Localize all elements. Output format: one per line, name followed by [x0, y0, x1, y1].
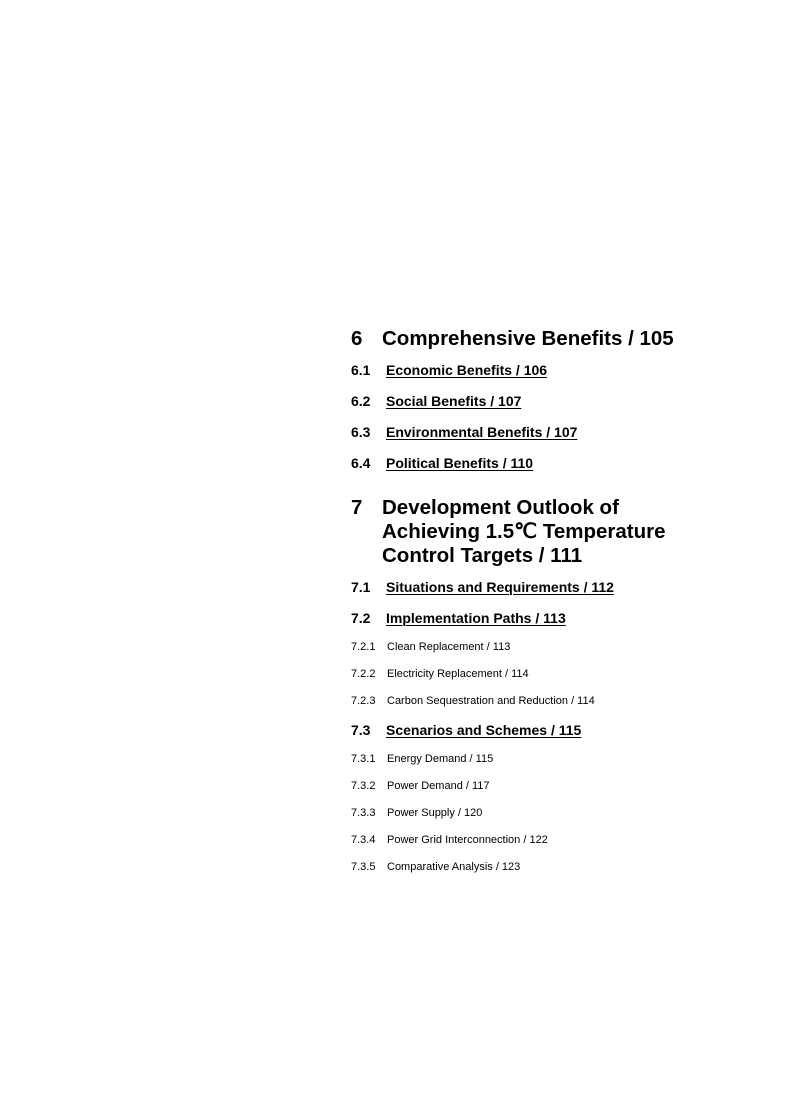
- section-7-3[interactable]: [351, 721, 771, 739]
- subsection-number: 7.2.1: [351, 641, 376, 653]
- subsection-7-2-3[interactable]: [351, 694, 771, 708]
- subsection-title: Clean Replacement / 113: [387, 641, 511, 653]
- chapter-title: Comprehensive Benefits / 105: [382, 327, 674, 350]
- subsection-7-3-2[interactable]: [351, 779, 771, 793]
- subsection-number: 7.3.1: [351, 753, 376, 765]
- section-title: Political Benefits / 110: [386, 455, 534, 471]
- subsection-title: Electricity Replacement / 114: [387, 668, 529, 680]
- chapter-title: [382, 496, 771, 568]
- chapter-number: 6: [351, 327, 363, 350]
- chapter-title-line: Achieving 1.5℃ Temperature: [382, 520, 666, 543]
- chapter-6-heading[interactable]: [351, 327, 771, 351]
- section-number: 6.3: [351, 424, 371, 440]
- subsection-title: Carbon Sequestration and Reduction / 114: [387, 695, 595, 707]
- chapter-title-line: Development Outlook of: [382, 496, 619, 519]
- section-title: Social Benefits / 107: [386, 393, 522, 409]
- section-6-4[interactable]: [351, 454, 771, 472]
- subsection-title: Energy Demand / 115: [387, 753, 494, 765]
- chapter-7-heading[interactable]: [351, 496, 771, 568]
- section-number: 6.2: [351, 393, 371, 409]
- subsection-7-2-1[interactable]: [351, 640, 771, 654]
- subsection-7-3-3[interactable]: [351, 806, 771, 820]
- section-6-2[interactable]: [351, 392, 771, 410]
- subsection-number: 7.3.2: [351, 780, 376, 792]
- chapter-title-line: Control Targets / 111: [382, 544, 583, 567]
- subsection-title: Power Supply / 120: [387, 807, 483, 819]
- subsection-number: 7.3.3: [351, 807, 376, 819]
- section-title: Economic Benefits / 106: [386, 362, 548, 378]
- section-6-1[interactable]: [351, 361, 771, 379]
- chapter-number: 7: [351, 496, 363, 519]
- section-title: Scenarios and Schemes / 115: [386, 722, 582, 738]
- section-title: Environmental Benefits / 107: [386, 424, 578, 440]
- section-number: 7.1: [351, 579, 371, 595]
- subsection-7-3-1[interactable]: [351, 752, 771, 766]
- section-title: Implementation Paths / 113: [386, 610, 566, 626]
- subsection-number: 7.2.3: [351, 695, 376, 707]
- subsection-7-3-4[interactable]: [351, 833, 771, 847]
- subsection-number: 7.3.5: [351, 861, 376, 873]
- subsection-title: Comparative Analysis / 123: [387, 861, 521, 873]
- section-number: 6.4: [351, 455, 371, 471]
- subsection-title: Power Grid Interconnection / 122: [387, 834, 548, 846]
- subsection-number: 7.3.4: [351, 834, 376, 846]
- table-of-contents: [351, 327, 771, 887]
- subsection-7-2-2[interactable]: [351, 667, 771, 681]
- section-7-1[interactable]: [351, 578, 771, 596]
- subsection-number: 7.2.2: [351, 668, 376, 680]
- subsection-title: Power Demand / 117: [387, 780, 490, 792]
- section-6-3[interactable]: [351, 423, 771, 441]
- section-number: 7.3: [351, 722, 371, 738]
- subsection-7-3-5[interactable]: [351, 860, 771, 874]
- section-number: 6.1: [351, 362, 371, 378]
- section-7-2[interactable]: [351, 609, 771, 627]
- section-number: 7.2: [351, 610, 371, 626]
- section-title: Situations and Requirements / 112: [386, 579, 614, 595]
